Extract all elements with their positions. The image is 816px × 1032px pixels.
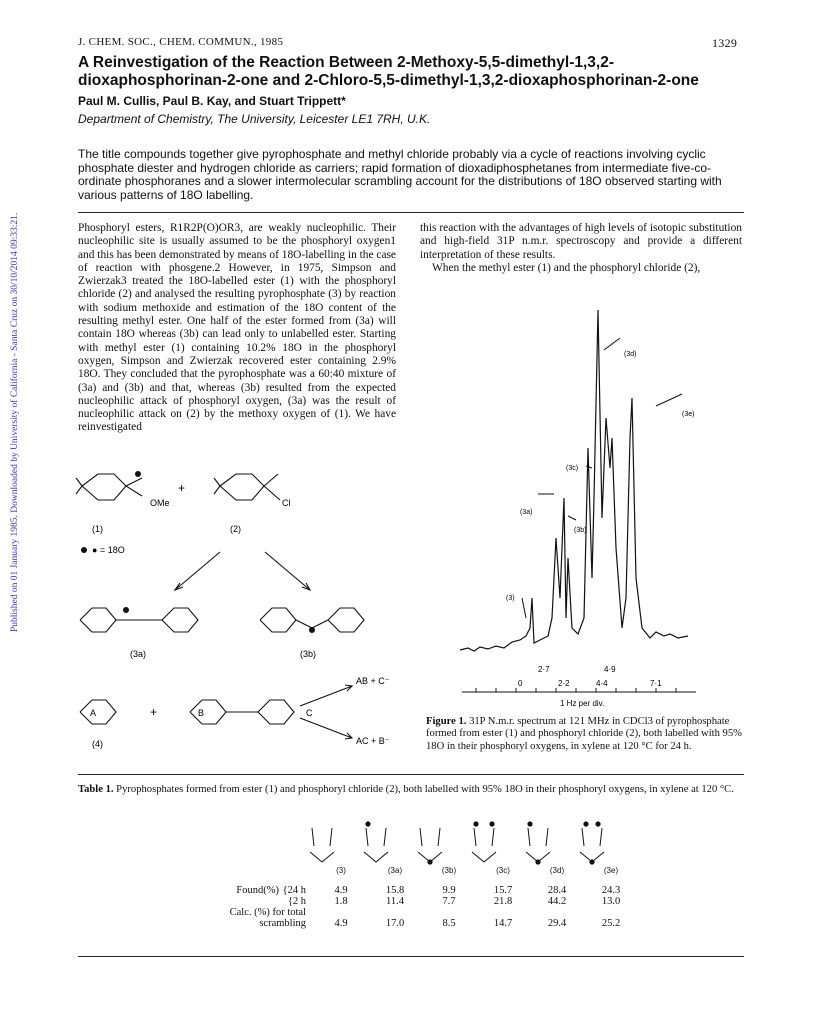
scale-bottom-1: 0	[518, 679, 523, 688]
table-cell: 4.9	[334, 918, 348, 929]
o18-legend: ● = 18O	[92, 545, 125, 555]
ome-label: OMe	[150, 498, 170, 508]
abstract: The title compounds together give pyrophosphate and methyl chloride probably via a cycle of reactions involving cyclic phosphate diester and hydrogen chloride as carriers; rapid formation of dioxadiphosphetanes from intermediate five-co-ordinate phosphoranes and a slower intermolecular scrambling account for the distributions of 18O observed starting with various patterns of 18O labelling.	[78, 147, 722, 202]
body-right-column: this reaction with the advantages of high levels of isotopic substitution and high-field 31P n.m.r. spectroscopy and provide a different interpretation of these results.	[420, 222, 742, 261]
table-cell: 9.9	[442, 885, 456, 896]
compound-4-label: (4)	[92, 739, 103, 749]
col-header: (3c)	[496, 866, 510, 875]
table-cell: 4.9	[334, 885, 348, 896]
table-caption-text: Pyrophosphates formed from ester (1) and phosphoryl chloride (2), both labelled with 95% 18O in their phosphoryl oxygens, in xylene at 120 °C.	[113, 784, 734, 795]
table-cell: 17.0	[385, 918, 405, 929]
table-header-row	[186, 866, 638, 875]
compound-2-label: (2)	[230, 524, 241, 534]
scale-bottom-2: 2·2	[558, 679, 570, 688]
plus-sign-2: +	[150, 705, 158, 719]
scale-top-1: 2·7	[538, 665, 550, 674]
compound-3a-label: (3a)	[130, 649, 147, 659]
col-header: (3)	[336, 866, 346, 875]
col-header: (3d)	[549, 866, 565, 875]
table-cell: 7.7	[442, 896, 456, 907]
table-cell: 8.5	[442, 918, 456, 929]
found-2h-label: 2 h	[292, 896, 306, 907]
table-cell: 1.8	[334, 896, 348, 907]
table-caption	[78, 784, 744, 796]
ring-c-label: C	[306, 708, 313, 718]
table-bottom-rule	[78, 956, 744, 957]
found-24h-label: 24 h	[287, 885, 306, 896]
scale-ticks	[476, 688, 676, 692]
peak-label-3e: (3e)	[682, 411, 695, 418]
download-sidebar	[10, 160, 24, 640]
journal-header: J. CHEM. SOC., CHEM. COMMUN., 1985	[78, 36, 284, 48]
table-row	[186, 907, 638, 918]
o18-marker-icon	[123, 607, 129, 613]
nmr-spectrum	[456, 298, 746, 718]
peak-label-3b: (3b)	[574, 527, 587, 534]
authors: Paul M. Cullis, Paul B. Kay, and Stuart Trippett*	[78, 94, 346, 108]
peak-label-3a: (3a)	[520, 509, 533, 516]
peak-arrows	[522, 338, 682, 618]
o18-marker-icon	[135, 471, 141, 477]
col-header: (3a)	[387, 866, 403, 875]
spectrum-labels	[506, 351, 694, 602]
figure-caption	[426, 716, 744, 753]
table-cell: 25.2	[601, 918, 621, 929]
calc-label-1: Calc. (%) for total	[229, 907, 306, 918]
o18-marker-icon	[309, 627, 315, 633]
body-right-column-2: When the methyl ester (1) and the phosphoryl chloride (2),	[432, 262, 701, 274]
abstract-rule	[78, 212, 744, 213]
table-top-rule	[78, 774, 744, 775]
peak-label-3: (3)	[506, 595, 515, 602]
table-cell: 44.2	[547, 896, 567, 907]
pyrophosphate-table	[186, 866, 638, 929]
product-ab: AB + C⁻	[356, 676, 390, 686]
scale-unit: 1 Hz per div.	[560, 699, 605, 708]
ring-a-label: A	[90, 708, 97, 718]
ring-b-label: B	[198, 708, 205, 718]
compound-3b-label: (3b)	[300, 649, 317, 659]
table-caption-label: Table 1.	[78, 784, 114, 795]
table-cell: 11.4	[386, 896, 404, 907]
table-cell: 29.4	[547, 918, 567, 929]
plus-sign: +	[178, 481, 186, 495]
found-label: Found(%)	[236, 885, 279, 896]
affiliation: Department of Chemistry, The University, Leicester LE1 7RH, U.K.	[78, 112, 431, 126]
table-row: Found(%) {24 h 4.9 15.8 9.9 15.7 28.4 24.3	[186, 885, 638, 896]
spectrum-trace	[460, 310, 688, 651]
table-cell: 24.3	[601, 885, 621, 896]
table-cell: 28.4	[547, 885, 567, 896]
scale-bottom-4: 7·1	[650, 679, 662, 688]
product-ac: AC + B⁻	[356, 736, 390, 746]
table-cell: 13.0	[601, 896, 621, 907]
reaction-scheme	[70, 462, 410, 752]
table-row: {2 h 1.8 11.4 7.7 21.8 44.2 13.0	[186, 896, 638, 907]
table-cell: 14.7	[493, 918, 513, 929]
col-header: (3b)	[441, 866, 457, 875]
figure-caption-label: Figure 1.	[426, 716, 467, 727]
article-title: A Reinvestigation of the Reaction Between 2-Methoxy-5,5-dimethyl-1,3,2-dioxaphosphorinan-2-one and 2-Chloro-5,5-dimethyl-1,3,2-dioxaphosphorinan-2-one	[78, 54, 699, 89]
table-row	[186, 918, 638, 929]
cl-label: Cl	[282, 498, 291, 508]
body-left-column: Phosphoryl esters, R1R2P(O)OR3, are weakly nucleophilic. Their nucleophilic site is usually assumed to be the phosphoryl oxygen1 and this has been demonstrated by means of 18O-labelling in the case of reaction with phosgene.2 However, in 1975, Simpson and Zwierzak3 treated the 18O-labelled ester (1) with the phosphoryl chloride (2) and analysed the resulting pyrophosphate (3) by reaction with sodium methoxide and estimation of the 18O content of the resulting methyl ester. One half of the ester formed from (3a) will contain 18O whereas (3b) can lead only to unlabelled ester. Starting with methyl ester (1) containing 10.2% 18O in the phosphoryl oxygen, Simpson and Zwierzak recovered ester containing 2.9% 18O. They concluded that the pyrophosphate was a 60:40 mixture of (3a) and (3b) and that, whereas (3b) resulted from the expected nucleophilic attack of phosphoryl oxygen, (3a) was the result of nucleophilic attack on (2) by the methoxy oxygen of (1). We have reinvestigated	[78, 222, 396, 434]
calc-label-2: scrambling	[259, 918, 306, 929]
table-cell: 21.8	[493, 896, 513, 907]
page-number: 1329	[712, 36, 738, 50]
col-header: (3e)	[603, 866, 619, 875]
scale-top-2: 4·9	[604, 665, 616, 674]
o18-marker-icon	[81, 547, 87, 553]
peak-label-3c: (3c)	[566, 465, 579, 472]
figure-caption-text: 31P N.m.r. spectrum at 121 MHz in CDCl3 of pyrophosphate formed from ester (1) and phosphoryl chloride (2), both labelled with 95% 18O in their phosphoryl oxygens, in xylene at 120 °C for 24 h.	[426, 716, 742, 752]
download-sidebar-text: Published on 01 January 1985. Downloaded by University of California - Santa Cruz on 30/10/2014 09:33:21.	[10, 212, 20, 632]
table-cell: 15.8	[385, 885, 405, 896]
peak-label-3d: (3d)	[624, 351, 637, 358]
compound-1-label: (1)	[92, 524, 103, 534]
scale-bottom-3: 4·4	[596, 679, 608, 688]
table-cell: 15.7	[493, 885, 513, 896]
